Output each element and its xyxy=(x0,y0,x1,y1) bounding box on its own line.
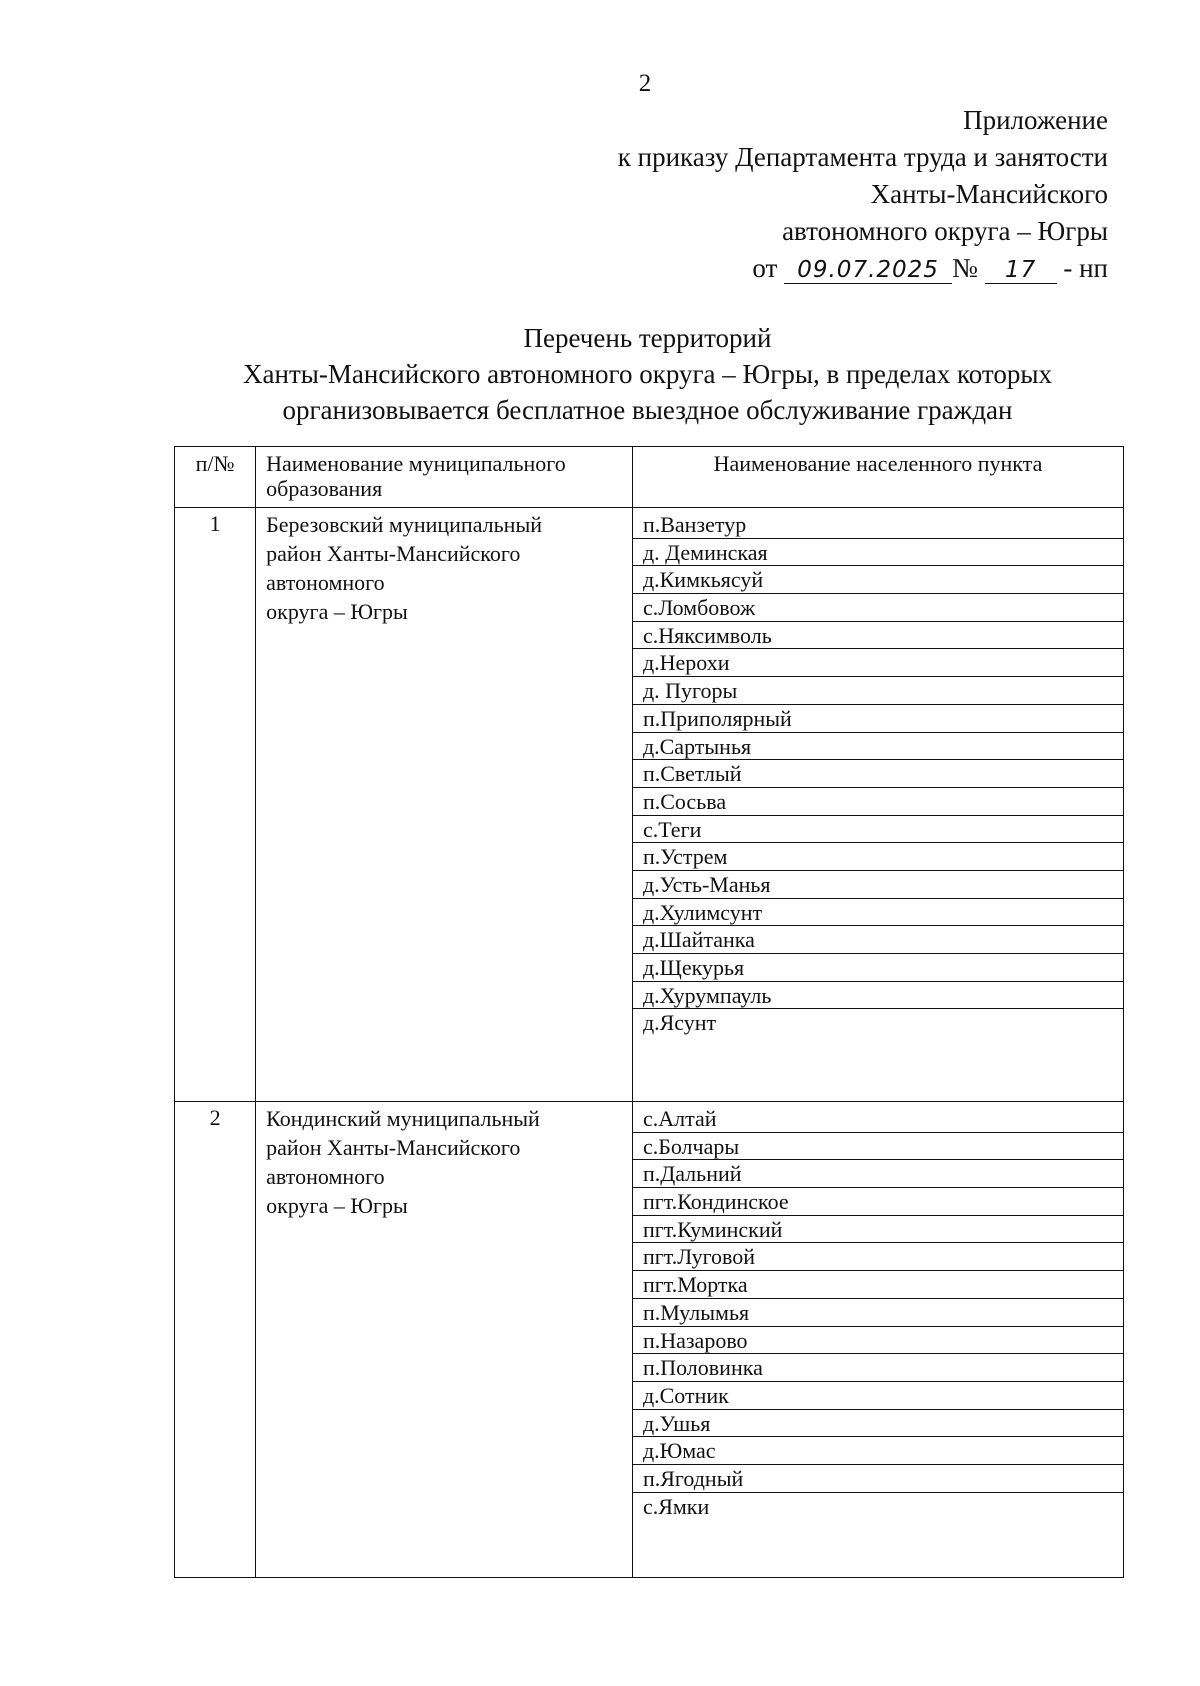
settlement-item: п.Устрем xyxy=(633,843,1123,871)
settlement-item: п.Дальний xyxy=(633,1160,1123,1188)
settlement-list xyxy=(633,1102,1123,1577)
settlement-item: д.Сотник xyxy=(633,1382,1123,1410)
settlement-item: с.Болчары xyxy=(633,1133,1123,1161)
settlement-item: д. Пугоры xyxy=(633,677,1123,705)
settlement-item: пгт.Куминский xyxy=(633,1216,1123,1244)
settlement-item: п.Назарово xyxy=(633,1327,1123,1355)
settlement-item: п.Светлый xyxy=(633,760,1123,788)
settlement-item: с.Ямки xyxy=(642,1493,710,1519)
territories-table xyxy=(174,446,1124,1578)
municipality-line: Кондинский муниципальный xyxy=(266,1106,540,1131)
settlement-item: д.Хулимсунт xyxy=(633,899,1123,927)
settlement-item: с.Теги xyxy=(633,816,1123,844)
municipality-name xyxy=(256,508,633,1102)
row-number: 2 xyxy=(175,1102,256,1578)
row-number: 1 xyxy=(175,508,256,1102)
appendix-block xyxy=(488,102,1108,287)
title-line-1: Перечень территорий xyxy=(523,323,772,353)
municipality-name xyxy=(256,1102,633,1578)
table-header-row xyxy=(175,447,1124,508)
appendix-line-1: к приказу Департамента труда и занятости xyxy=(617,142,1108,172)
settlement-item: с.Алтай xyxy=(633,1105,1123,1133)
order-reference xyxy=(488,250,1108,287)
settlement-item: д.Кимкьясуй xyxy=(633,566,1123,594)
settlement-item: д.Ясунт xyxy=(642,1010,717,1036)
settlement-item: с.Ломбовож xyxy=(633,594,1123,622)
settlement-item: д. Деминская xyxy=(633,539,1123,567)
settlement-item: д.Хурумпауль xyxy=(633,982,1123,1010)
order-date-handwritten: 09.07.2025 xyxy=(784,257,952,284)
settlement-item: д.Юмас xyxy=(633,1437,1123,1465)
settlement-item: пгт.Луговой xyxy=(633,1243,1123,1271)
settlement-item: д.Ушья xyxy=(633,1410,1123,1438)
settlements-cell xyxy=(632,1102,1123,1578)
settlement-item: пгт.Мортка xyxy=(633,1271,1123,1299)
settlement-item: пгт.Кондинское xyxy=(633,1188,1123,1216)
header-settlement: Наименование населенного пункта xyxy=(632,447,1123,508)
order-prefix: от xyxy=(752,253,778,283)
appendix-line-2: Ханты-Мансийского xyxy=(870,179,1108,209)
settlement-item: с.Няксимволь xyxy=(633,622,1123,650)
settlements-cell xyxy=(632,508,1123,1102)
municipality-line: округа – Югры xyxy=(266,1193,408,1218)
settlement-item: д.Усть-Манья xyxy=(633,871,1123,899)
settlement-item: п.Сосьва xyxy=(633,788,1123,816)
municipality-line: автономного xyxy=(266,570,385,595)
header-num: п/№ xyxy=(175,447,256,508)
order-number-handwritten: 17 xyxy=(985,257,1057,284)
document-title xyxy=(175,320,1120,428)
municipality-line: район Ханты-Мансийского xyxy=(266,541,521,566)
order-suffix: - нп xyxy=(1063,253,1108,283)
order-number-sign: № xyxy=(952,253,978,283)
page-number: 2 xyxy=(638,70,652,97)
settlement-item: д.Щекурья xyxy=(633,954,1123,982)
table-row xyxy=(175,1102,1124,1578)
title-line-3: организовывается бесплатное выездное обслуживание граждан xyxy=(282,395,1013,425)
title-line-2: Ханты-Мансийского автономного округа – Югры, в пределах которых xyxy=(243,359,1052,389)
settlement-list xyxy=(633,508,1123,1101)
header-municipality: Наименование муниципального образования xyxy=(256,447,633,508)
settlement-item: п.Ванзетур xyxy=(633,511,1123,539)
municipality-line: район Ханты-Мансийского xyxy=(266,1135,521,1160)
table-row xyxy=(175,508,1124,1102)
municipality-line: округа – Югры xyxy=(266,599,408,624)
settlement-item: п.Ягодный xyxy=(633,1465,1123,1493)
settlement-item: п.Мулымья xyxy=(633,1299,1123,1327)
settlement-item: п.Приполярный xyxy=(633,705,1123,733)
settlement-item: д.Шайтанка xyxy=(633,926,1123,954)
settlement-item: д.Нерохи xyxy=(633,649,1123,677)
settlement-item: д.Сартынья xyxy=(633,733,1123,761)
municipality-line: автономного xyxy=(266,1164,385,1189)
appendix-title: Приложение xyxy=(963,105,1108,135)
settlement-item: п.Половинка xyxy=(633,1354,1123,1382)
appendix-line-3: автономного округа – Югры xyxy=(782,216,1108,246)
municipality-line: Березовский муниципальный xyxy=(266,512,542,537)
